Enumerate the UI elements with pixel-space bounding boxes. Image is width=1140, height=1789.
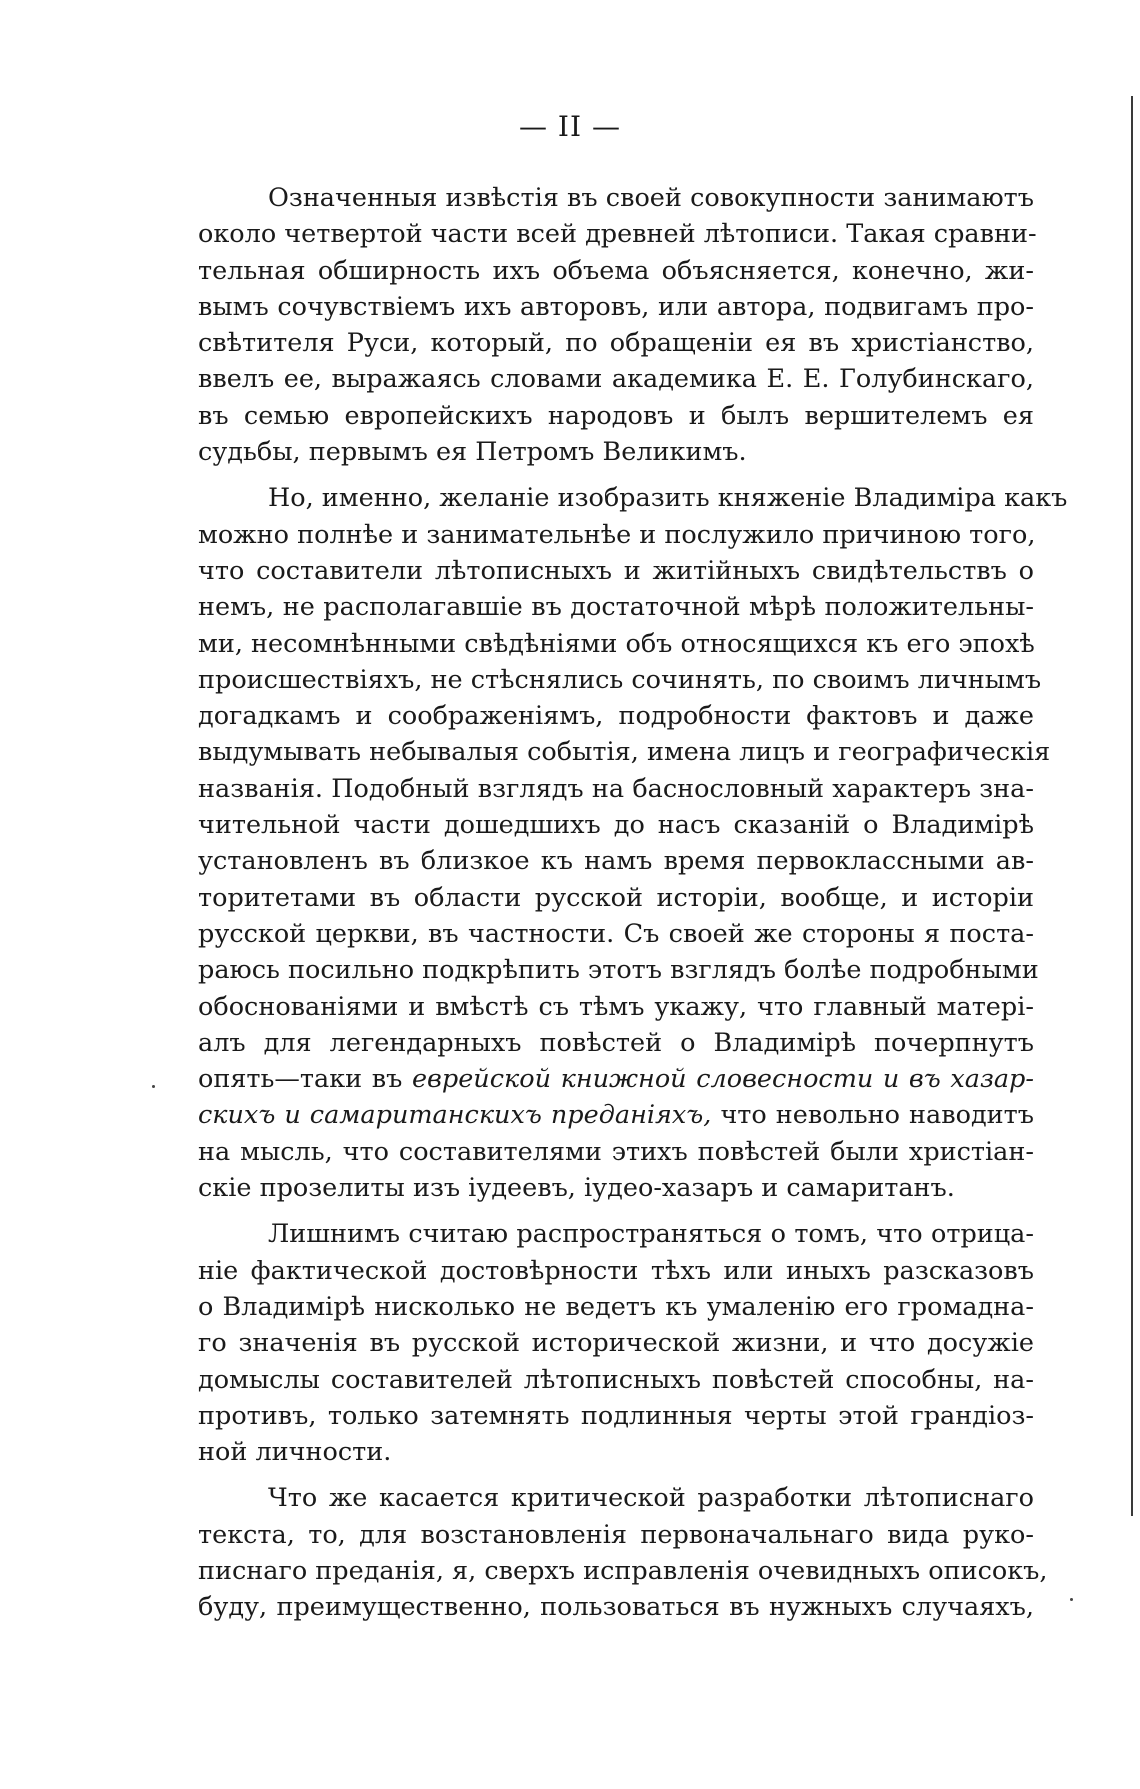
text-line-mixed — [198, 1061, 1034, 1097]
document-body — [198, 180, 1068, 1626]
text-line: происшествіяхъ, не стѣснялись сочинять, по своимъ личнымъ — [198, 664, 1042, 695]
text-line: догадкамъ и соображеніямъ, подробности фактовъ и даже — [198, 701, 1034, 732]
text-line: скіе прозелиты изъ іудеевъ, іудео-хазаръ и самаританъ. — [198, 1173, 955, 1204]
text-line: торитетами въ области русской исторіи, вообще, и исторіи — [198, 882, 1034, 913]
paragraph-2 — [198, 480, 1068, 1206]
text-line: го значенія въ русской исторической жизни, и что досужіе — [198, 1328, 1034, 1359]
text-line: ввелъ ее, выражаясь словами академика Е. Е. Голубинскаго, — [198, 364, 1034, 395]
text-line: можно полнѣе и занимательнѣе и послужило причиною того, — [198, 519, 1036, 550]
text-line: Лишнимъ считаю распространяться о томъ, что отрица- — [268, 1219, 1034, 1250]
text-line: текста, то, для возстановленія первоначальнаго вида руко- — [198, 1519, 1034, 1550]
text-line: около четвертой части всей древней лѣтописи. Такая сравни- — [198, 219, 1037, 250]
text-line: судьбы, первымъ ея Петромъ Великимъ. — [198, 437, 747, 468]
text-line: писнаго преданія, я, сверхъ исправленія очевидныхъ описокъ, — [198, 1555, 1048, 1586]
scan-speck — [152, 1085, 155, 1088]
text-line: въ семью европейскихъ народовъ и былъ вершителемъ ея — [198, 400, 1034, 431]
scan-speck — [1070, 1598, 1073, 1601]
text-line: вымъ сочувствіемъ ихъ авторовъ, или автора, подвигамъ про- — [198, 291, 1034, 322]
text-line: Означенныя извѣстія въ своей совокупности занимаютъ — [268, 183, 1034, 213]
text-line: тельная обширность ихъ объема объясняется, конечно, жи- — [198, 255, 1034, 286]
page-edge-line — [1131, 96, 1133, 1516]
text-run: что невольно наводитъ — [720, 1100, 1034, 1131]
paragraph-3 — [198, 1216, 1034, 1470]
text-line: названія. Подобный взглядъ на баснословный характеръ зна- — [198, 773, 1034, 804]
text-line: русской церкви, въ частности. Съ своей же стороны я поста- — [198, 918, 1034, 949]
text-line: установленъ въ близкое къ намъ время первоклассными ав- — [198, 846, 1034, 877]
italic-emphasis: скихъ и самаританскихъ преданіяхъ, — [198, 1100, 712, 1131]
text-line: ніе фактической достовѣрности тѣхъ или иныхъ разсказовъ — [198, 1255, 1034, 1286]
text-run: опять—таки въ — [198, 1064, 403, 1095]
text-line: домыслы составителей лѣтописныхъ повѣстей способны, на- — [198, 1364, 1034, 1395]
text-line: выдумывать небывалыя событія, имена лицъ и географическія — [198, 737, 1051, 768]
text-line: ми, несомнѣнными свѣдѣніями объ относящихся къ его эпохѣ — [198, 628, 1035, 659]
text-line: о Владимірѣ нисколько не ведетъ къ умаленію его громадна- — [198, 1291, 1034, 1322]
text-line: обоснованіями и вмѣстѣ съ тѣмъ укажу, что главный матері- — [198, 991, 1034, 1022]
text-line: свѣтителя Руси, который, по обращеніи ея въ христіанство, — [198, 328, 1034, 359]
paragraph-4 — [198, 1480, 1048, 1625]
text-line: немъ, не располагавшіе въ достаточной мѣрѣ положительны- — [198, 592, 1034, 623]
text-line: ной личности. — [198, 1437, 392, 1468]
paragraph-1 — [198, 180, 1037, 470]
italic-emphasis: еврейской книжной словесности и въ хазар- — [411, 1064, 1034, 1095]
text-line-mixed — [198, 1097, 1034, 1133]
text-line: чительной части дошедшихъ до насъ сказаній о Владимірѣ — [198, 810, 1034, 841]
text-line: Что же касается критической разработки лѣтописнаго — [268, 1483, 1034, 1514]
text-line: буду, преимущественно, пользоваться въ нужныхъ случаяхъ, — [198, 1592, 1034, 1623]
text-line: раюсь посильно подкрѣпить этотъ взглядъ болѣе подробными — [198, 955, 1039, 986]
text-line: Но, именно, желаніе изобразить княженіе Владиміра какъ — [268, 483, 1068, 514]
page-number: — II — — [519, 110, 621, 143]
text-line: алъ для легендарныхъ повѣстей о Владимірѣ почерпнутъ — [198, 1027, 1034, 1058]
text-line: на мысль, что составителями этихъ повѣстей были христіан- — [198, 1136, 1034, 1167]
text-line: противъ, только затемнять подлинныя черты этой грандіоз- — [198, 1400, 1034, 1431]
text-line: что составители лѣтописныхъ и житійныхъ свидѣтельствъ о — [198, 555, 1034, 586]
